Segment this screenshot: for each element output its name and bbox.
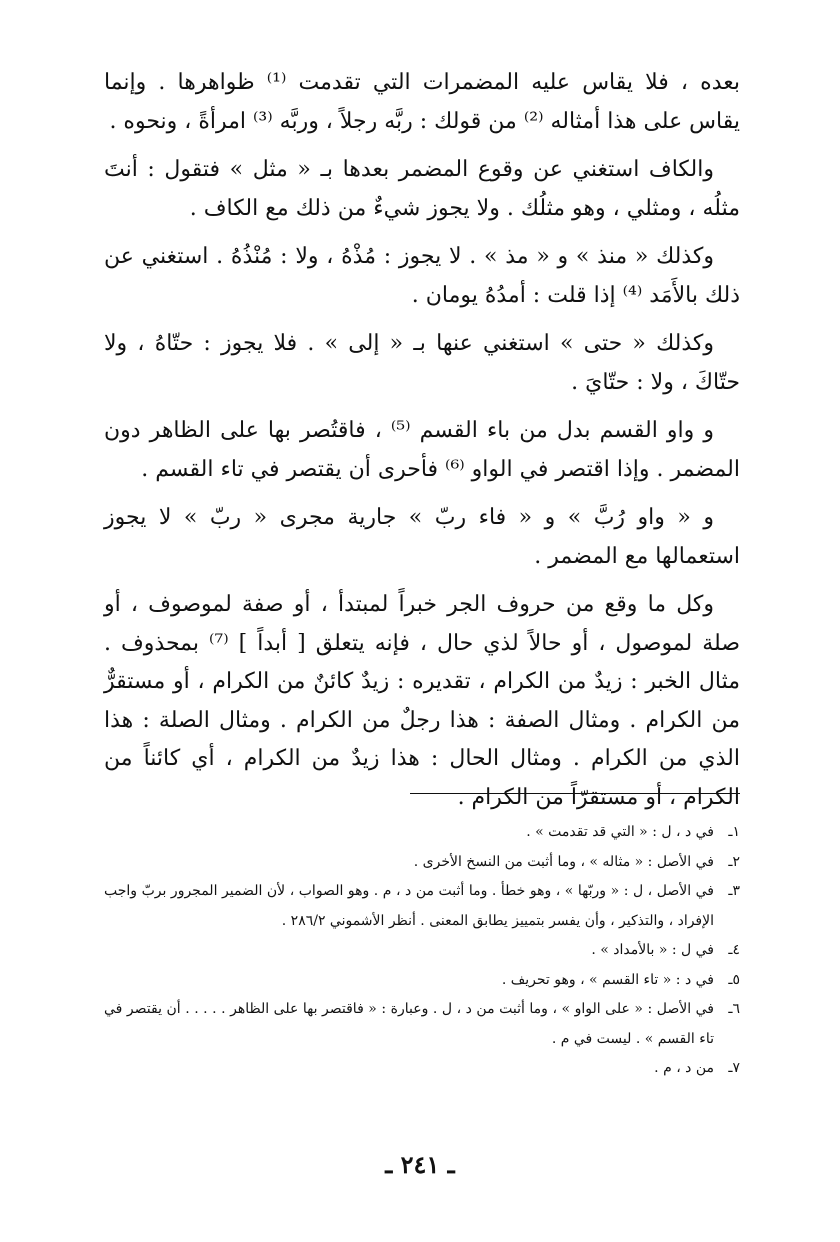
footnotes xyxy=(104,818,740,1084)
paragraph: وكذلك « منذ » و « مذ » . لا يجوز : مُذْهُ ، ولا : مُنْذُهُ . استغني عن ذلك بالأَمَد ⁽⁴⁾ إذا قلت : أمدُهُ يومان . xyxy=(104,244,740,308)
paragraph: وكل ما وقع من حروف الجر خبراً لمبتدأ ، أو صفة لموصوف ، أو صلة لموصول ، أو حالاً لذي حال ، فإنه يتعلق [ أبداً ] ⁽⁷⁾ بمحذوف . مثال الخبر : زيدٌ من الكرام ، تقديره : زيدٌ كائنٌ من الكرام ، أو مستقرٌّ من الكرام . ومثال الصفة : هذا رجلٌ من الكرام . ومثال الصلة : هذا الذي من الكرام . ومثال الحال : هذا زيدٌ من الكرام ، أي كائناً من الكرام ، أو مستقرّاً من الكرام . xyxy=(104,592,740,810)
footnote-item xyxy=(104,818,740,848)
footnote-text: في الأصل : « مثاله » ، وما أثبت من النسخ الأخرى . xyxy=(413,853,714,870)
paragraph: و واو القسم بدل من باء القسم ⁽⁵⁾ ، فاقتُصر بها على الظاهر دون المضمر . وإذا اقتصر في الواو ⁽⁶⁾ فأحرى أن يقتصر في تاء القسم . xyxy=(104,418,740,482)
footnote-item xyxy=(104,936,740,966)
footnote-number: ٧ـ xyxy=(728,1060,740,1076)
footnote-text: في د : « تاء القسم » ، وهو تحريف . xyxy=(501,971,714,988)
paragraph: والكاف استغني عن وقوع المضمر بعدها بـ « مثل » فتقول : أنتَ مثلُه ، ومثلي ، وهو مثلُك . ولا يجوز شيءٌ من ذلك مع الكاف . xyxy=(104,157,740,221)
footnote-item xyxy=(104,848,740,878)
footnote-item xyxy=(104,1054,740,1084)
footnote-text: من د ، م . xyxy=(654,1060,714,1076)
footnote-number: ٤ـ xyxy=(728,942,740,958)
footnote-divider xyxy=(410,793,740,794)
footnote-text: في د ، ل : « التي قد تقدمت » . xyxy=(526,824,714,840)
footnote-number: ٣ـ xyxy=(728,883,740,899)
footnote-text: في الأصل : « على الواو » ، وما أثبت من د ، ل . وعبارة : « فاقتصر بها على الظاهر . . . . . أن يقتصر في تاء القسم » . ليست في م . xyxy=(104,1001,714,1047)
footnote-number: ٢ـ xyxy=(728,853,740,870)
page-number: ـ ٢٤١ ـ xyxy=(385,1150,455,1179)
footnote-text: في الأصل ، ل : « وربّها » ، وهو خطأ . وما أثبت من د ، م . وهو الصواب ، لأن الضمير المجرور بربّ واجب الإفراد ، والتذكير ، وأن يفسر بتمييز يطابق المعنى . أنظر الأشموني ٢٨٦/٢ . xyxy=(104,883,714,929)
footnote-number: ٦ـ xyxy=(728,1001,740,1017)
paragraph: وكذلك « حتى » استغني عنها بـ « إلى » . فلا يجوز : حتّاهُ ، ولا حتّاكَ ، ولا : حتّايَ . xyxy=(104,331,740,395)
footnote-item xyxy=(104,995,740,1054)
footnote-number: ٥ـ xyxy=(728,971,740,988)
footnote-item xyxy=(104,966,740,996)
footnote-item xyxy=(104,877,740,936)
paragraph: و « واو رُبَّ » و « فاء ربّ » جارية مجرى « ربّ » لا يجوز استعمالها مع المضمر . xyxy=(104,505,740,569)
main-text xyxy=(104,64,740,827)
footnote-text: في ل : « بالأمداد » . xyxy=(591,942,714,958)
paragraph: بعده ، فلا يقاس عليه المضمرات التي تقدمت ⁽¹⁾ ظواهرها . وإنما يقاس على هذا أمثاله ⁽²⁾ من قولك : ربَّه رجلاً ، وربَّه ⁽³⁾ امرأةً ، ونحوه . xyxy=(104,70,740,134)
footnote-number: ١ـ xyxy=(728,824,740,840)
